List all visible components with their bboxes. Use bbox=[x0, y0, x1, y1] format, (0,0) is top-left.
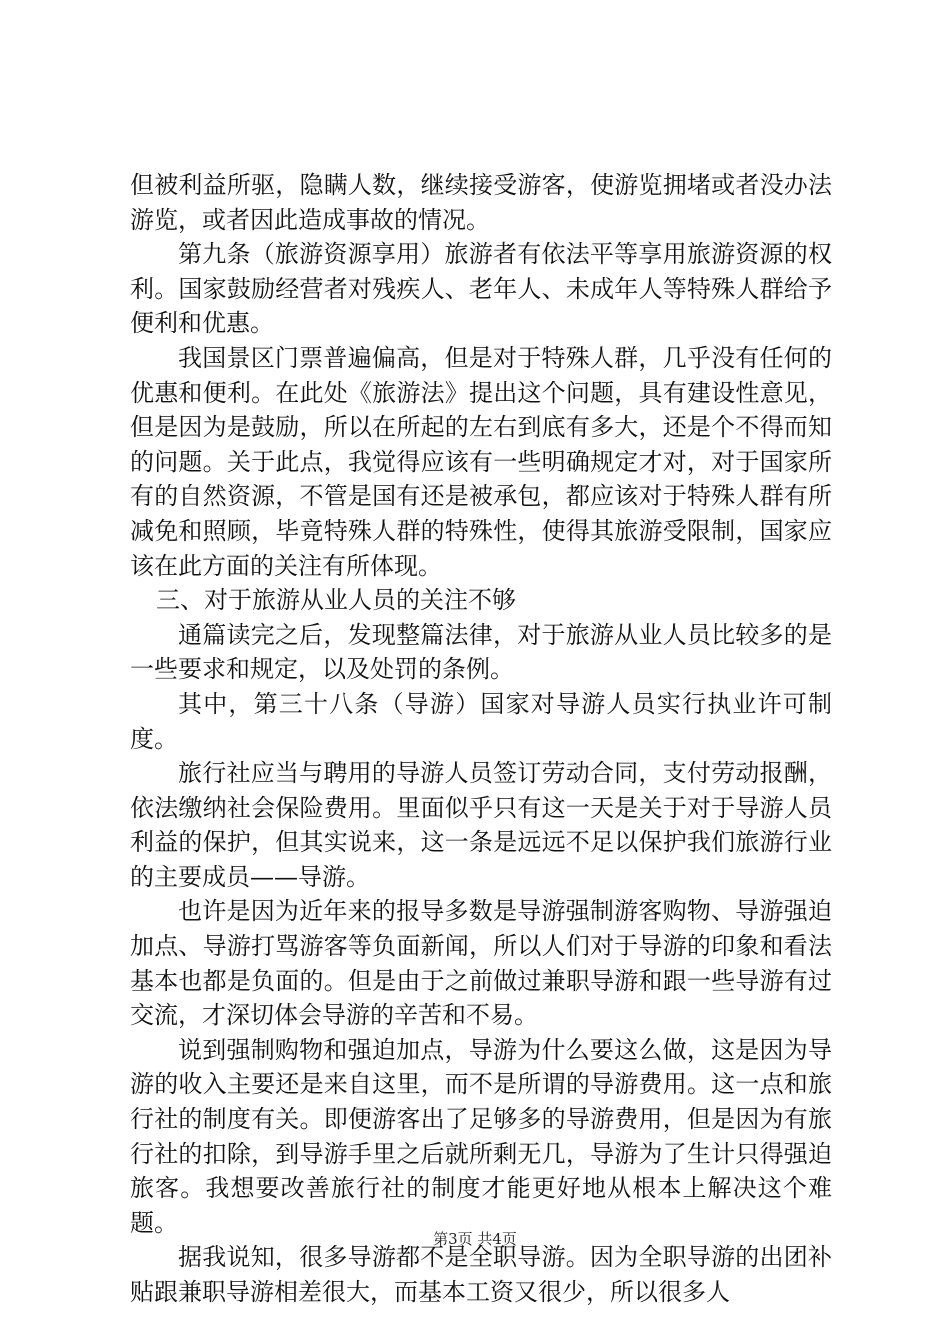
paragraph: 通篇读完之后，发现整篇法律，对于旅游从业人员比较多的是一些要求和规定，以及处罚的条例。 bbox=[130, 620, 832, 684]
paragraph: 我国景区门票普遍偏高，但是对于特殊人群，几乎没有任何的优惠和便利。在此处《旅游法》提出这个问题，具有建设性意见，但是因为是鼓励，所以在所起的左右到底有多大，还是个不得而知的问题。关于此点，我觉得应该有一些明确规定才对，对于国家所有的自然资源，不管是国有还是被承包，都应该对于特殊人群有所减免和照顾，毕竟特殊人群的特殊性，使得其旅游受限制，国家应该在此方面的关注有所体现。 bbox=[130, 343, 832, 580]
paragraph: 第九条（旅游资源享用）旅游者有依法平等享用旅游资源的权利。国家鼓励经营者对残疾人、老年人、未成年人等特殊人群给予便利和优惠。 bbox=[130, 240, 832, 338]
paragraph: 其中，第三十八条（导游）国家对导游人员实行执业许可制度。 bbox=[130, 689, 832, 753]
section-heading: 三、对于旅游从业人员的关注不够 bbox=[156, 586, 516, 615]
paragraph: 说到强制购物和强迫加点，导游为什么要这么做，这是因为导游的收入主要还是来自这里，而不是所谓的导游费用。这一点和旅行社的制度有关。即便游客出了足够多的导游费用，但是因为有旅行社的扣除，到导游手里之后就所剩无几，导游为了生计只得强迫旅客。我想要改善旅行社的制度才能更好地从根本上解决这个难题。 bbox=[130, 1035, 832, 1237]
paragraph: 旅行社应当与聘用的导游人员签订劳动合同，支付劳动报酬，依法缴纳社会保险费用。里面似乎只有这一天是关于对于导游人员利益的保护，但其实说来，这一条是远远不足以保护我们旅游行业的主要成员——导游。 bbox=[130, 759, 832, 891]
document-body bbox=[130, 168, 832, 1310]
paragraph: 据我说知，很多导游都不是全职导游。因为全职导游的出团补贴跟兼职导游相差很大，而基本工资又很少，所以很多人 bbox=[130, 1243, 832, 1306]
paragraph: 也许是因为近年来的报导多数是导游强制游客购物、导游强迫加点、导游打骂游客等负面新闻，所以人们对于导游的印象和看法基本也都是负面的。但是由于之前做过兼职导游和跟一些导游有过交流，才深切体会导游的辛苦和不易。 bbox=[130, 897, 832, 1030]
page-number-footer: 第3页 共4页 bbox=[433, 1230, 517, 1248]
paragraph: 但被利益所驱，隐瞒人数，继续接受游客，使游览拥堵或者没办法游览，或者因此造成事故的情况。 bbox=[130, 171, 832, 234]
